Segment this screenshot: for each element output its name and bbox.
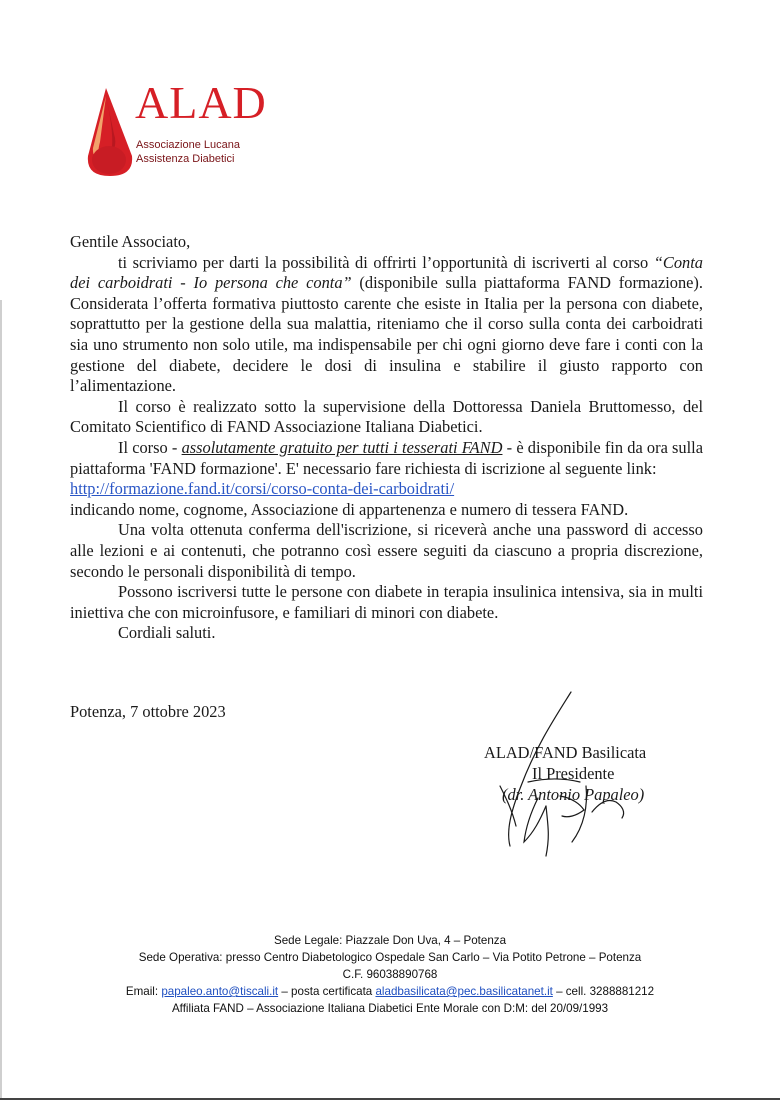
footer-contacts <box>60 983 720 1000</box>
paragraph-eligibility: Possono iscriversi tutte le persone con diabete in terapia insulinica intensiva, sia in multi iniettiva che con microinfusore, e familiari di minori con diabete. <box>70 582 703 622</box>
signature-org: ALAD/FAND Basilicata <box>484 743 647 762</box>
footer-tax-code: C.F. 96038890768 <box>342 968 438 981</box>
paragraph-free-course <box>70 438 703 479</box>
logo-title: ALAD <box>135 77 267 128</box>
letter-body <box>70 232 703 644</box>
footer-legal-address: Sede Legale: Piazzale Don Uva, 4 – Potenza <box>273 934 507 947</box>
signature-name: (dr. Antonio Papaleo) <box>502 785 645 804</box>
alad-logo <box>80 77 280 176</box>
intro-text: ti scriviamo per darti la possibilità di offrirti l’opportunità di iscriverti al corso <box>118 252 649 272</box>
scan-edge <box>0 300 2 1098</box>
email-label: Email: <box>125 985 162 998</box>
signature-block <box>484 742 646 805</box>
phone-number: – cell. 3288881212 <box>552 985 655 998</box>
scan-bottom-edge <box>0 1098 780 1100</box>
drop-flame-logo-icon <box>80 86 140 178</box>
paragraph-instructions: indicando nome, cognome, Associazione di appartenenza e numero di tessera FAND. <box>70 499 629 519</box>
letter-date: Potenza, 7 ottobre 2023 <box>70 702 226 721</box>
signature-role: Il Presidente <box>532 764 615 783</box>
logo-subtitle-1: Associazione Lucana <box>136 139 240 151</box>
course-title: “Conta dei carboidrati - Io persona che conta” <box>70 252 703 293</box>
course-link[interactable]: http://formazione.fand.it/corsi/corso-conta-dei-carboidrati/ <box>70 479 455 499</box>
letter-footer <box>60 932 720 1017</box>
link-paragraph <box>70 479 703 500</box>
intro-rest: (disponibile sulla piattaforma FAND formazione). Considerata l’offerta formativa piuttosto carente che esiste in Italia per la persona con diabete, soprattutto per la gestione della sua malattia, riteniamo che il corso sulla conta dei carboidrati sia uno strumento non solo utile, ma indispensabile per chi ogni giorno deve fare i conti con la gestione del diabete, decidere le dosi di insulina e stabilire il giusto rapporto con l’alimentazione. <box>70 273 703 396</box>
free-course-start: Il corso - <box>118 437 182 457</box>
salutation: Gentile Associato, <box>70 232 191 251</box>
paragraph-intro <box>70 253 703 397</box>
free-course-emphasis: assolutamente gratuito per tutti i tesserati FAND <box>181 437 503 457</box>
closing: Cordiali saluti. <box>118 623 216 643</box>
pec-label: – posta certificata <box>278 985 376 998</box>
footer-affiliation: Affiliata FAND – Associazione Italiana Diabetici Ente Morale con D:M: del 20/09/1993 <box>171 1002 609 1015</box>
pec-link[interactable]: aladbasilicata@pec.basilicatanet.it <box>375 985 553 998</box>
logo-subtitle-2: Assistenza Diabetici <box>136 153 235 165</box>
free-course-rest: - è disponibile fin da ora sulla piattaforma 'FAND formazione'. E' necessario fare richiesta di iscrizione al seguente link: <box>70 437 704 478</box>
paragraph-password: Una volta ottenuta conferma dell'iscrizione, si riceverà anche una password di accesso alle lezioni e ai contenuti, che potranno così essere seguiti da ciascuno a propria discrezione, secondo le personali disponibilità di tempo. <box>70 520 703 581</box>
paragraph-supervision: Il corso è realizzato sotto la supervisione della Dottoressa Daniela Bruttomesso, del Comitato Scientifico di FAND Associazione Italiana Diabetici. <box>70 396 703 437</box>
email-link[interactable]: papaleo.anto@tiscali.it <box>161 985 279 998</box>
footer-operational-address: Sede Operativa: presso Centro Diabetologico Ospedale San Carlo – Via Potito Petrone – Potenza <box>138 951 642 964</box>
